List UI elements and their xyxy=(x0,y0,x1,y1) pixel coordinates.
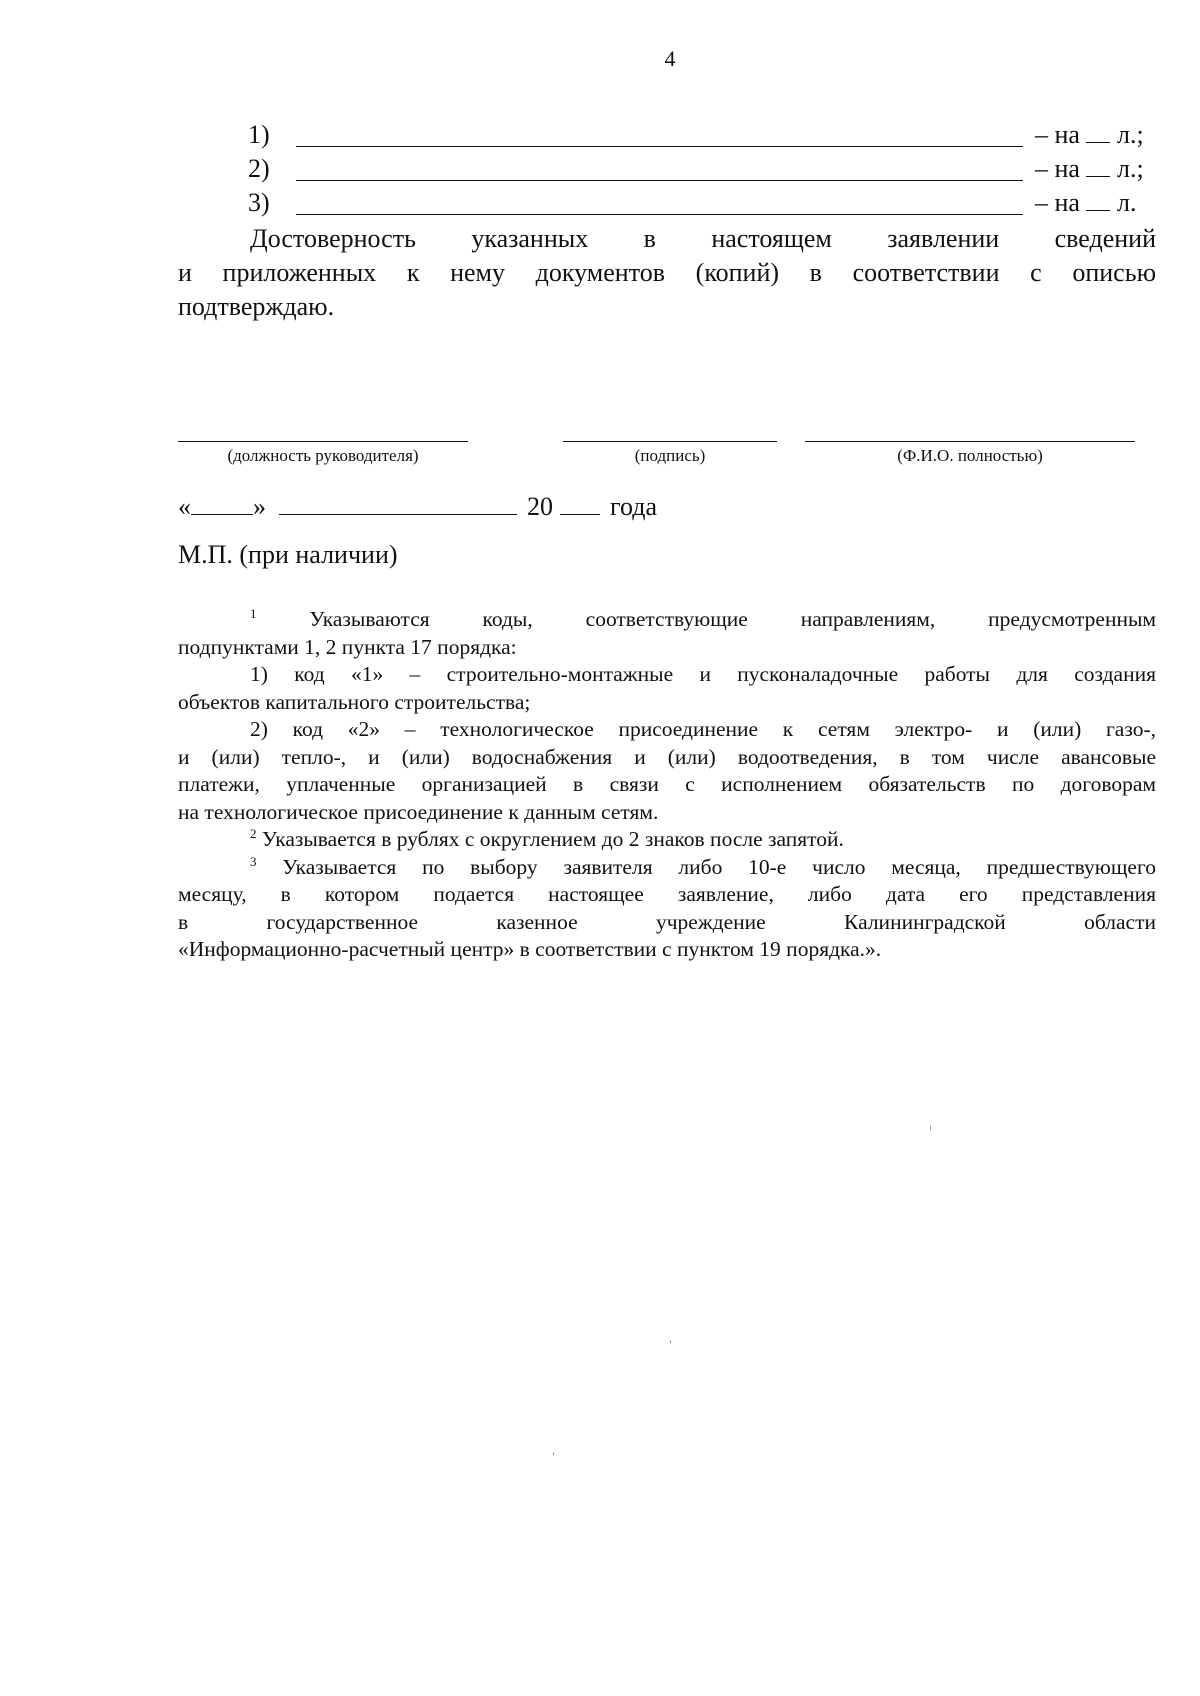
signature-field[interactable] xyxy=(563,441,777,442)
footnote-3-line: в государственное казенное учреждение Калининградской области xyxy=(178,909,1156,934)
footnote-1-item-2: 2) код «2» – технологическое присоединение к сетям электро- и (или) газо-, xyxy=(250,717,1156,741)
attachment-row-2 xyxy=(248,154,1148,186)
pages-count-blank[interactable] xyxy=(1086,154,1110,177)
footnote-3-line: месяцу, в котором подается настоящее заявление, либо дата его представления xyxy=(178,882,1156,906)
attachment-pages: – на л.; xyxy=(1035,154,1144,183)
footnote-1-item-1: объектов капитального строительства; xyxy=(178,689,531,714)
attachment-pages: – на л.; xyxy=(1035,120,1144,149)
attachment-row-3 xyxy=(248,188,1148,220)
attachment-number: 3) xyxy=(248,188,270,217)
footnote-1-item-1: 1) код «1» – строительно-монтажные и пусконаладочные работы для создания xyxy=(250,662,1156,686)
scan-speck xyxy=(670,1340,671,1343)
pages-count-blank[interactable] xyxy=(1086,120,1110,143)
footnote-1-item-2: и (или) тепло-, и (или) водоснабжения и (или) водоотведения, в том числе авансовые xyxy=(178,744,1156,769)
footnote-1-item-2: на технологическое присоединение к данным сетям. xyxy=(178,799,659,824)
footnote-1-line: подпунктами 1, 2 пункта 17 порядка: xyxy=(178,634,517,659)
footnote-3-line: «Информационно-расчетный центр» в соответствии с пунктом 19 порядка.». xyxy=(178,937,882,961)
attachment-name-blank[interactable] xyxy=(296,180,1023,181)
attachment-number: 1) xyxy=(248,120,270,149)
position-caption: (должность руководителя) xyxy=(227,446,419,465)
footnotes xyxy=(178,606,1156,964)
position-field[interactable] xyxy=(178,441,468,442)
full-name-caption: (Ф.И.О. полностью) xyxy=(897,446,1043,465)
pages-count-blank[interactable] xyxy=(1086,188,1110,211)
footnote-1-line: $^1$ Указываются коды, соответствующие направлениям, предусмотренным xyxy=(250,606,1157,631)
confirmation-line: подтверждаю. xyxy=(178,292,335,321)
page-number: 4 xyxy=(664,46,676,71)
year-blank[interactable] xyxy=(560,490,600,515)
day-blank[interactable] xyxy=(191,490,253,515)
attachment-name-blank[interactable] xyxy=(296,146,1023,147)
stamp-placeholder: М.П. (при наличии) xyxy=(178,540,398,569)
attachment-number: 2) xyxy=(248,154,270,183)
attachment-row-1 xyxy=(248,120,1148,152)
attachment-pages: – на л. xyxy=(1035,188,1137,217)
full-name-field[interactable] xyxy=(805,441,1135,442)
confirmation-paragraph xyxy=(178,222,1156,324)
footnote-3-line: $^3$ Указывается по выбору заявителя либо 10-е число месяца, предшествующего xyxy=(250,853,1156,879)
date-line: « » 20 года xyxy=(178,492,658,521)
scan-speck xyxy=(553,1452,554,1455)
signature-caption: (подпись) xyxy=(634,446,706,465)
footnote-1-item-2: платежи, уплаченные организацией в связи с исполнением обязательств по договорам xyxy=(178,772,1156,796)
footnote-2: $^2$ Указывается в рублях с округлением до 2 знаков после запятой. xyxy=(250,826,844,851)
scan-speck xyxy=(930,1126,931,1130)
confirmation-line: Достоверность указанных в настоящем заявлении сведений xyxy=(250,224,1156,253)
attachment-name-blank[interactable] xyxy=(296,214,1023,215)
month-blank[interactable] xyxy=(279,490,517,515)
confirmation-line: и приложенных к нему документов (копий) в соответствии с описью xyxy=(178,258,1156,287)
